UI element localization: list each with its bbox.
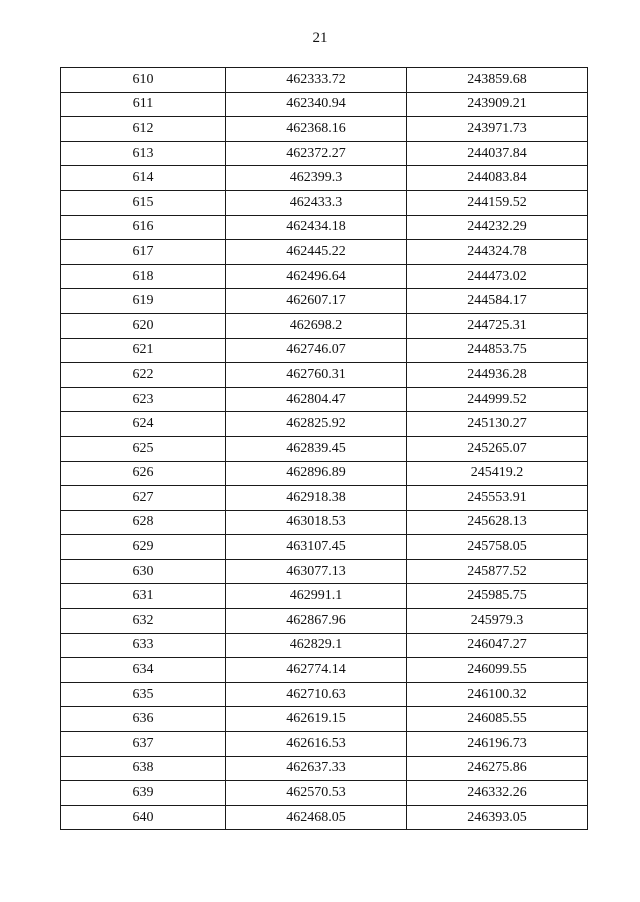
point-number-cell: 614 (61, 166, 226, 191)
x-coordinate-cell: 462340.94 (226, 92, 407, 117)
y-coordinate-cell: 246275.86 (407, 756, 588, 781)
point-number-cell: 630 (61, 559, 226, 584)
point-number-cell: 632 (61, 609, 226, 634)
y-coordinate-cell: 245877.52 (407, 559, 588, 584)
point-number-cell: 615 (61, 190, 226, 215)
y-coordinate-cell: 244159.52 (407, 190, 588, 215)
x-coordinate-cell: 462774.14 (226, 658, 407, 683)
table-row (61, 215, 588, 240)
point-number-cell: 616 (61, 215, 226, 240)
y-coordinate-cell: 243909.21 (407, 92, 588, 117)
y-coordinate-cell: 245553.91 (407, 486, 588, 511)
x-coordinate-cell: 462829.1 (226, 633, 407, 658)
table-row (61, 190, 588, 215)
y-coordinate-cell: 244725.31 (407, 313, 588, 338)
point-number-cell: 640 (61, 805, 226, 830)
table-row (61, 338, 588, 363)
coordinates-table (60, 67, 588, 830)
point-number-cell: 618 (61, 264, 226, 289)
point-number-cell: 635 (61, 682, 226, 707)
point-number-cell: 617 (61, 240, 226, 265)
x-coordinate-cell: 462918.38 (226, 486, 407, 511)
x-coordinate-cell: 462433.3 (226, 190, 407, 215)
table-row (61, 781, 588, 806)
table-row (61, 461, 588, 486)
y-coordinate-cell: 243971.73 (407, 117, 588, 142)
y-coordinate-cell: 246393.05 (407, 805, 588, 830)
x-coordinate-cell: 462619.15 (226, 707, 407, 732)
table-row (61, 264, 588, 289)
x-coordinate-cell: 462825.92 (226, 412, 407, 437)
y-coordinate-cell: 245628.13 (407, 510, 588, 535)
table-row (61, 609, 588, 634)
x-coordinate-cell: 462496.64 (226, 264, 407, 289)
x-coordinate-cell: 462607.17 (226, 289, 407, 314)
table-row (61, 117, 588, 142)
table-row (61, 682, 588, 707)
x-coordinate-cell: 462372.27 (226, 141, 407, 166)
y-coordinate-cell: 245419.2 (407, 461, 588, 486)
y-coordinate-cell: 244936.28 (407, 363, 588, 388)
y-coordinate-cell: 243859.68 (407, 68, 588, 93)
y-coordinate-cell: 246100.32 (407, 682, 588, 707)
y-coordinate-cell: 244232.29 (407, 215, 588, 240)
point-number-cell: 613 (61, 141, 226, 166)
table-row (61, 805, 588, 830)
x-coordinate-cell: 462991.1 (226, 584, 407, 609)
point-number-cell: 622 (61, 363, 226, 388)
page-number: 21 (312, 30, 328, 46)
table-row (61, 486, 588, 511)
x-coordinate-cell: 462760.31 (226, 363, 407, 388)
point-number-cell: 627 (61, 486, 226, 511)
point-number-cell: 620 (61, 313, 226, 338)
y-coordinate-cell: 246196.73 (407, 732, 588, 757)
x-coordinate-cell: 462368.16 (226, 117, 407, 142)
y-coordinate-cell: 245265.07 (407, 436, 588, 461)
table-row (61, 436, 588, 461)
x-coordinate-cell: 462746.07 (226, 338, 407, 363)
y-coordinate-cell: 244853.75 (407, 338, 588, 363)
point-number-cell: 631 (61, 584, 226, 609)
table-row (61, 510, 588, 535)
table-row (61, 363, 588, 388)
x-coordinate-cell: 462434.18 (226, 215, 407, 240)
point-number-cell: 624 (61, 412, 226, 437)
table-row (61, 141, 588, 166)
point-number-cell: 610 (61, 68, 226, 93)
table-row (61, 756, 588, 781)
table-row (61, 707, 588, 732)
point-number-cell: 623 (61, 387, 226, 412)
table-row (61, 535, 588, 560)
point-number-cell: 638 (61, 756, 226, 781)
x-coordinate-cell: 462570.53 (226, 781, 407, 806)
coordinates-table-body (61, 68, 588, 830)
x-coordinate-cell: 462896.89 (226, 461, 407, 486)
point-number-cell: 611 (61, 92, 226, 117)
point-number-cell: 629 (61, 535, 226, 560)
x-coordinate-cell: 462839.45 (226, 436, 407, 461)
table-row (61, 732, 588, 757)
table-row (61, 584, 588, 609)
point-number-cell: 628 (61, 510, 226, 535)
x-coordinate-cell: 462637.33 (226, 756, 407, 781)
y-coordinate-cell: 245979.3 (407, 609, 588, 634)
x-coordinate-cell: 463018.53 (226, 510, 407, 535)
x-coordinate-cell: 462867.96 (226, 609, 407, 634)
point-number-cell: 634 (61, 658, 226, 683)
x-coordinate-cell: 462698.2 (226, 313, 407, 338)
y-coordinate-cell: 244083.84 (407, 166, 588, 191)
point-number-cell: 619 (61, 289, 226, 314)
x-coordinate-cell: 462804.47 (226, 387, 407, 412)
table-row (61, 240, 588, 265)
table-row (61, 412, 588, 437)
point-number-cell: 621 (61, 338, 226, 363)
point-number-cell: 636 (61, 707, 226, 732)
table-row (61, 559, 588, 584)
x-coordinate-cell: 462616.53 (226, 732, 407, 757)
y-coordinate-cell: 245130.27 (407, 412, 588, 437)
y-coordinate-cell: 246085.55 (407, 707, 588, 732)
point-number-cell: 626 (61, 461, 226, 486)
x-coordinate-cell: 463107.45 (226, 535, 407, 560)
y-coordinate-cell: 244037.84 (407, 141, 588, 166)
table-row (61, 387, 588, 412)
y-coordinate-cell: 244999.52 (407, 387, 588, 412)
table-row (61, 92, 588, 117)
y-coordinate-cell: 246099.55 (407, 658, 588, 683)
y-coordinate-cell: 245758.05 (407, 535, 588, 560)
y-coordinate-cell: 245985.75 (407, 584, 588, 609)
y-coordinate-cell: 246332.26 (407, 781, 588, 806)
point-number-cell: 637 (61, 732, 226, 757)
x-coordinate-cell: 463077.13 (226, 559, 407, 584)
table-row (61, 658, 588, 683)
table-row (61, 289, 588, 314)
y-coordinate-cell: 244324.78 (407, 240, 588, 265)
y-coordinate-cell: 246047.27 (407, 633, 588, 658)
x-coordinate-cell: 462333.72 (226, 68, 407, 93)
x-coordinate-cell: 462399.3 (226, 166, 407, 191)
point-number-cell: 633 (61, 633, 226, 658)
table-row (61, 68, 588, 93)
table-row (61, 313, 588, 338)
x-coordinate-cell: 462445.22 (226, 240, 407, 265)
table-row (61, 633, 588, 658)
x-coordinate-cell: 462710.63 (226, 682, 407, 707)
table-row (61, 166, 588, 191)
x-coordinate-cell: 462468.05 (226, 805, 407, 830)
point-number-cell: 612 (61, 117, 226, 142)
y-coordinate-cell: 244473.02 (407, 264, 588, 289)
y-coordinate-cell: 244584.17 (407, 289, 588, 314)
point-number-cell: 639 (61, 781, 226, 806)
point-number-cell: 625 (61, 436, 226, 461)
